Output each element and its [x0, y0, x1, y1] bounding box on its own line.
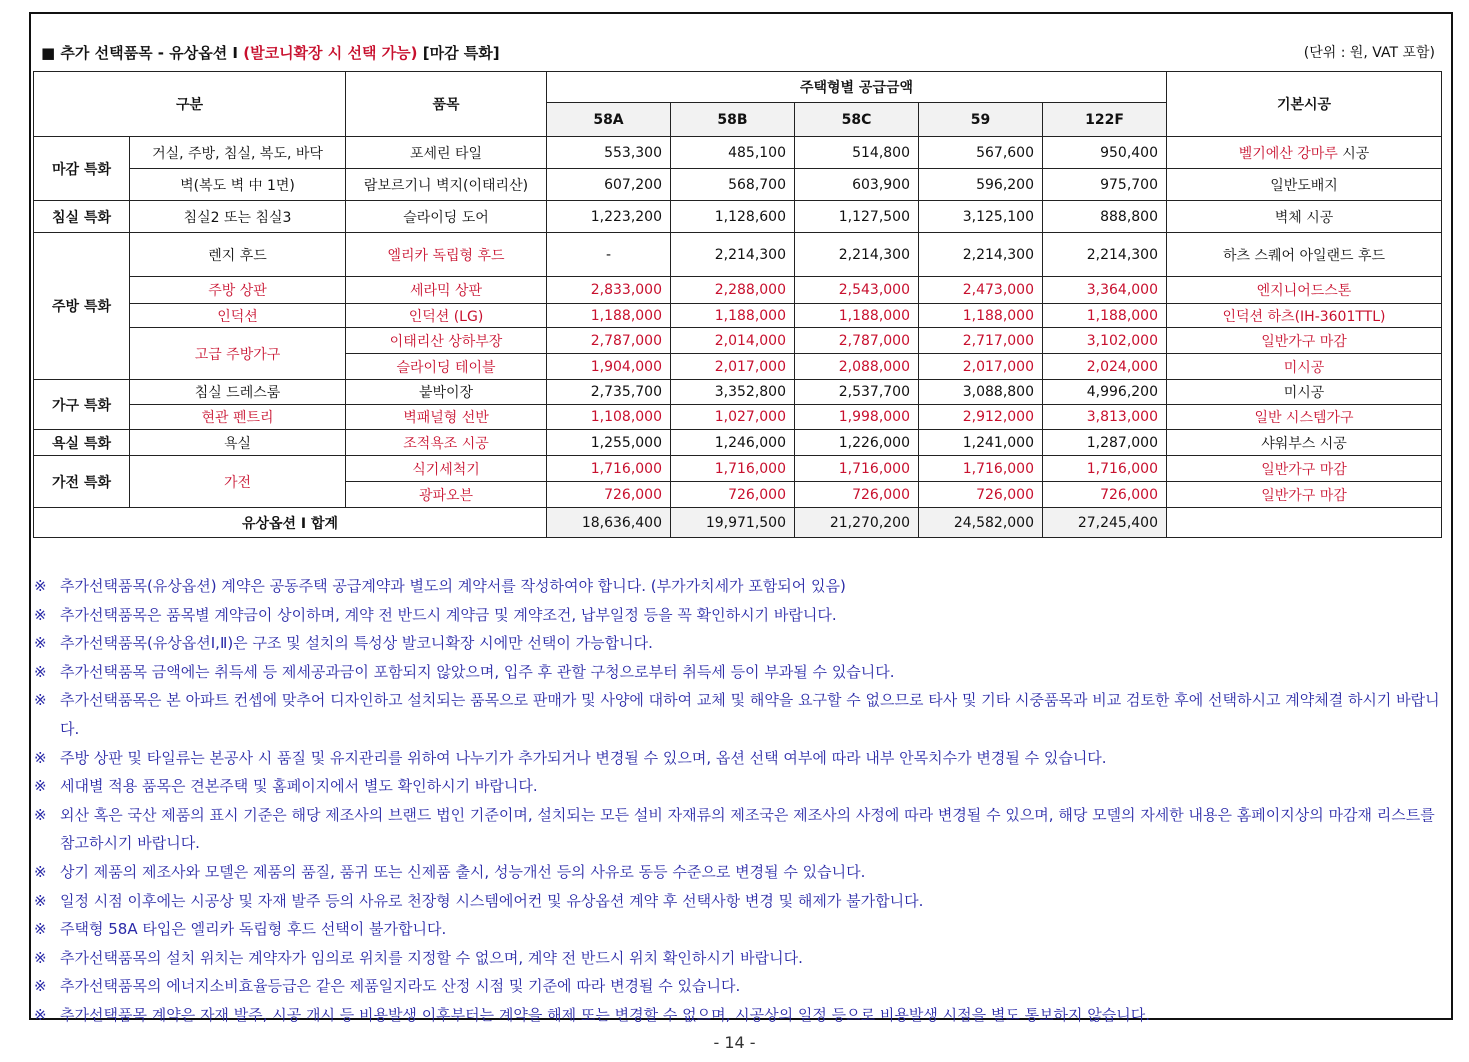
note-text: 주택형 58A 타입은 엘리카 독립형 후드 선택이 불가합니다.: [60, 920, 447, 939]
note-text: 추가선택품목은 본 아파트 컨셉에 맞추어 디자인하고 설치되는 품목으로 판매가 및 사양에 대하여 교체 및 해약을 요구할 수 없으므로 타사 및 기타 시중품목과 비교 검토한 후에 선택하시고 계약체결 하시기 바랍니다.: [60, 691, 1440, 738]
base-cell: 일반가구 마감: [1167, 328, 1442, 354]
row-sub: 욕실: [130, 430, 346, 456]
price-cell: 2,717,000: [919, 328, 1043, 354]
note-item: [34, 972, 1452, 1001]
note-mark: ※: [34, 1005, 47, 1024]
row-sub: 렌지 후드: [130, 233, 346, 277]
price-cell: 2,017,000: [919, 354, 1043, 380]
price-cell: 3,088,800: [919, 380, 1043, 405]
header-type: 58A: [547, 103, 671, 137]
row-item: 벽패널형 선반: [346, 405, 547, 430]
total-price: 24,582,000: [919, 508, 1043, 538]
table-row: [34, 277, 1442, 304]
price-cell: 1,027,000: [671, 405, 795, 430]
price-cell: 1,108,000: [547, 405, 671, 430]
note-item: [34, 658, 1452, 687]
row-item: 식기세척기: [346, 456, 547, 482]
price-cell: 4,996,200: [1043, 380, 1167, 405]
row-sub: 현관 펜트리: [130, 405, 346, 430]
note-text: 추가선택품목의 설치 위치는 계약자가 임의로 위치를 지정할 수 없으며, 계약 전 반드시 위치 확인하시기 바랍니다.: [60, 948, 803, 967]
group-label: 욕실 특화: [34, 430, 130, 456]
note-text: 상기 제품의 제조사와 모델은 제품의 품질, 품귀 또는 신제품 출시, 성능개선 등의 사유로 동등 수준으로 변경될 수 있습니다.: [60, 862, 866, 881]
price-cell: 1,188,000: [919, 304, 1043, 328]
base-cell: 일반 시스템가구: [1167, 405, 1442, 430]
note-item: [34, 744, 1452, 773]
unit-note: (단위 : 원, VAT 포함): [1303, 45, 1435, 61]
price-cell: 2,088,000: [795, 354, 919, 380]
price-cell: 1,241,000: [919, 430, 1043, 456]
option-price-table: [33, 71, 1442, 538]
note-item: [34, 686, 1452, 743]
price-cell: 2,014,000: [671, 328, 795, 354]
note-item: [34, 772, 1452, 801]
note-mark: ※: [34, 948, 47, 967]
price-cell: 2,024,000: [1043, 354, 1167, 380]
base-cell: 샤워부스 시공: [1167, 430, 1442, 456]
table-row: [34, 430, 1442, 456]
note-text: 추가선택품목의 에너지소비효율등급은 같은 제품일지라도 산정 시점 및 기준에 따라 변경될 수 있습니다.: [60, 977, 741, 996]
table-row: [34, 405, 1442, 430]
price-cell: 1,998,000: [795, 405, 919, 430]
row-item: 슬라이딩 도어: [346, 201, 547, 233]
price-cell: 726,000: [919, 482, 1043, 508]
table-row: [34, 328, 1442, 354]
note-text: 세대별 적용 품목은 견본주택 및 홈페이지에서 별도 확인하시기 바랍니다.: [60, 777, 538, 796]
note-mark: ※: [34, 748, 47, 767]
price-cell: 726,000: [1043, 482, 1167, 508]
price-cell: 2,537,700: [795, 380, 919, 405]
note-mark: ※: [34, 577, 47, 595]
base-cell: 인덕션 하츠(IH-3601TTL): [1167, 304, 1442, 328]
price-cell: 3,813,000: [1043, 405, 1167, 430]
price-cell: 2,214,300: [671, 233, 795, 277]
table-row: [34, 233, 1442, 277]
total-row: [34, 508, 1442, 538]
note-item: [34, 915, 1452, 944]
price-cell: 2,214,300: [1043, 233, 1167, 277]
row-sub: 벽(복도 벽 中 1면): [130, 169, 346, 201]
price-cell: 888,800: [1043, 201, 1167, 233]
price-cell: 514,800: [795, 137, 919, 169]
row-item: 조적욕조 시공: [346, 430, 547, 456]
base-cell: 하츠 스퀘어 아일랜드 후드: [1167, 233, 1442, 277]
base-cell: 미시공: [1167, 380, 1442, 405]
note-mark: ※: [34, 777, 47, 796]
header-base: 기본시공: [1167, 72, 1442, 137]
note-mark: ※: [34, 862, 47, 881]
row-item: 붙박이장: [346, 380, 547, 405]
header-type: 122F: [1043, 103, 1167, 137]
title-red-note: (발코니확장 시 선택 가능): [243, 44, 418, 62]
price-cell: 3,102,000: [1043, 328, 1167, 354]
table-row: [34, 201, 1442, 233]
header-item: 품목: [346, 72, 547, 137]
price-cell: 2,288,000: [671, 277, 795, 304]
note-text: 주방 상판 및 타일류는 본공사 시 품질 및 유지관리를 위하여 나누기가 추가되거나 변경될 수 있으며, 옵션 선택 여부에 따라 내부 안목치수가 변경될 수 있습니다.: [60, 748, 1107, 767]
price-cell: 2,214,300: [919, 233, 1043, 277]
price-cell: 2,735,700: [547, 380, 671, 405]
price-cell: 596,200: [919, 169, 1043, 201]
price-cell: 1,246,000: [671, 430, 795, 456]
row-sub: 인덕션: [130, 304, 346, 328]
row-sub: 고급 주방가구: [130, 328, 346, 380]
note-mark: ※: [34, 920, 47, 939]
base-cell: 벽체 시공: [1167, 201, 1442, 233]
price-cell: 2,787,000: [795, 328, 919, 354]
price-cell: 567,600: [919, 137, 1043, 169]
group-label: 가전 특화: [34, 456, 130, 508]
note-mark: ※: [34, 805, 47, 824]
note-item: [34, 858, 1452, 887]
base-cell: 일반도배지: [1167, 169, 1442, 201]
note-item: [34, 801, 1452, 858]
row-sub: 거실, 주방, 침실, 복도, 바닥: [130, 137, 346, 169]
base-cell: 일반가구 마감: [1167, 482, 1442, 508]
note-text: 추가선택품목 금액에는 취득세 등 제세공과금이 포함되지 않았으며, 입주 후 관할 구청으로부터 취득세 등이 부과될 수 있습니다.: [60, 662, 895, 681]
price-cell: 1,287,000: [1043, 430, 1167, 456]
price-cell: 3,352,800: [671, 380, 795, 405]
price-cell: 2,787,000: [547, 328, 671, 354]
note-item: [34, 944, 1452, 973]
row-item: 세라믹 상판: [346, 277, 547, 304]
table-row: [34, 456, 1442, 482]
row-item: 엘리카 독립형 후드: [346, 233, 547, 277]
price-cell: 3,364,000: [1043, 277, 1167, 304]
price-cell: 1,716,000: [919, 456, 1043, 482]
price-cell: 568,700: [671, 169, 795, 201]
group-label: 침실 특화: [34, 201, 130, 233]
note-item: [34, 629, 1452, 658]
price-cell: 553,300: [547, 137, 671, 169]
header-price-group: 주택형별 공급금액: [547, 72, 1167, 103]
note-text: 외산 혹은 국산 제품의 표시 기준은 해당 제조사의 브랜드 법인 기준이며, 설치되는 모든 설비 자재류의 제조국은 제조사의 사정에 따라 변경될 수 있으며, 해당 모델의 자세한 내용은 홈페이지상의 마감재 리스트를 참고하시기 바랍니다.: [60, 805, 1435, 853]
price-cell: 1,223,200: [547, 201, 671, 233]
base-cell: [1167, 137, 1442, 169]
price-cell: 2,833,000: [547, 277, 671, 304]
price-cell: 1,255,000: [547, 430, 671, 456]
price-cell: 726,000: [795, 482, 919, 508]
table-row: [34, 380, 1442, 405]
note-item: [34, 887, 1452, 916]
price-cell: 1,716,000: [795, 456, 919, 482]
row-item: 광파오븐: [346, 482, 547, 508]
note-item: [34, 601, 1452, 630]
base-text: 시공: [1337, 145, 1370, 162]
price-cell: 1,188,000: [547, 304, 671, 328]
header-category: 구분: [34, 72, 346, 137]
table-row: [34, 169, 1442, 201]
base-cell: 엔지니어드스톤: [1167, 277, 1442, 304]
table-row: [34, 304, 1442, 328]
price-cell: 485,100: [671, 137, 795, 169]
price-cell: 2,543,000: [795, 277, 919, 304]
price-cell: 1,904,000: [547, 354, 671, 380]
total-price: 27,245,400: [1043, 508, 1167, 538]
title-suffix: [마감 특화]: [422, 44, 500, 62]
price-cell: 726,000: [547, 482, 671, 508]
document-frame: [29, 12, 1453, 1024]
note-mark: ※: [34, 634, 47, 653]
price-cell: 2,912,000: [919, 405, 1043, 430]
section-title: [41, 42, 500, 63]
row-item: 람보르기니 벽지(이태리산): [346, 169, 547, 201]
note-item: [34, 572, 1452, 601]
row-sub: 주방 상판: [130, 277, 346, 304]
group-label: 가구 특화: [34, 380, 130, 430]
price-cell: 603,900: [795, 169, 919, 201]
price-cell: 3,125,100: [919, 201, 1043, 233]
price-cell: 1,716,000: [1043, 456, 1167, 482]
note-mark: ※: [34, 691, 47, 710]
base-cell: 미시공: [1167, 354, 1442, 380]
header-type: 58C: [795, 103, 919, 137]
price-cell: 1,188,000: [795, 304, 919, 328]
total-base-empty: [1167, 508, 1442, 538]
header-type: 59: [919, 103, 1043, 137]
price-cell: 2,017,000: [671, 354, 795, 380]
note-item: [34, 1001, 1452, 1030]
header-type: 58B: [671, 103, 795, 137]
note-mark: ※: [34, 662, 47, 681]
price-cell: 607,200: [547, 169, 671, 201]
page-number: - 14 -: [713, 1033, 756, 1052]
total-price: 19,971,500: [671, 508, 795, 538]
note-text: 일정 시점 이후에는 시공상 및 자재 발주 등의 사유로 천장형 시스템에어컨 및 유상옵션 계약 후 선택사항 변경 및 해제가 불가합니다.: [60, 891, 924, 910]
row-sub: 가전: [130, 456, 346, 508]
title-prefix: ■ 추가 선택품목 - 유상옵션 Ⅰ: [41, 44, 238, 62]
row-item: 슬라이딩 테이블: [346, 354, 547, 380]
group-label: 주방 특화: [34, 233, 130, 380]
note-text: 추가선택품목(유상옵션) 계약은 공동주택 공급계약과 별도의 계약서를 작성하여야 합니다. (부가가치세가 포함되어 있음): [60, 577, 846, 595]
total-price: 18,636,400: [547, 508, 671, 538]
note-text: 추가선택품목은 품목별 계약금이 상이하며, 계약 전 반드시 계약금 및 계약조건, 납부일정 등을 꼭 확인하시기 바랍니다.: [60, 605, 837, 624]
price-cell: 1,188,000: [1043, 304, 1167, 328]
base-cell: 일반가구 마감: [1167, 456, 1442, 482]
base-red-text: 벨기에산 강마루: [1238, 145, 1338, 162]
price-cell: 1,127,500: [795, 201, 919, 233]
row-item: 인덕션 (LG): [346, 304, 547, 328]
price-cell: 2,473,000: [919, 277, 1043, 304]
price-cell: 1,188,000: [671, 304, 795, 328]
note-text: 추가선택품목(유상옵션Ⅰ,Ⅱ)은 구조 및 설치의 특성상 발코니확장 시에만 선택이 가능합니다.: [60, 634, 653, 653]
note-mark: ※: [34, 891, 47, 910]
note-mark: ※: [34, 605, 47, 624]
price-cell: 1,716,000: [671, 456, 795, 482]
total-label: 유상옵션 Ⅰ 합계: [34, 508, 547, 538]
price-cell: -: [547, 233, 671, 277]
row-item: 이태리산 상하부장: [346, 328, 547, 354]
price-cell: 975,700: [1043, 169, 1167, 201]
price-cell: 1,716,000: [547, 456, 671, 482]
price-cell: 1,226,000: [795, 430, 919, 456]
notes-list: [34, 572, 1452, 1030]
group-label: 마감 특화: [34, 137, 130, 201]
price-cell: 950,400: [1043, 137, 1167, 169]
note-text: 추가선택품목 계약은 자재 발주, 시공 개시 등 비용발생 이후부터는 계약을 해제 또는 변경할 수 없으며, 시공상의 일정 등으로 비용발생 시점을 별도 통보하지 않습니다.: [60, 1005, 1151, 1024]
total-price: 21,270,200: [795, 508, 919, 538]
table-row: [34, 137, 1442, 169]
price-cell: 2,214,300: [795, 233, 919, 277]
row-sub: 침실 드레스룸: [130, 380, 346, 405]
row-sub: 침실2 또는 침실3: [130, 201, 346, 233]
price-cell: 1,128,600: [671, 201, 795, 233]
price-cell: 726,000: [671, 482, 795, 508]
row-item: 포세린 타일: [346, 137, 547, 169]
note-mark: ※: [34, 977, 47, 996]
